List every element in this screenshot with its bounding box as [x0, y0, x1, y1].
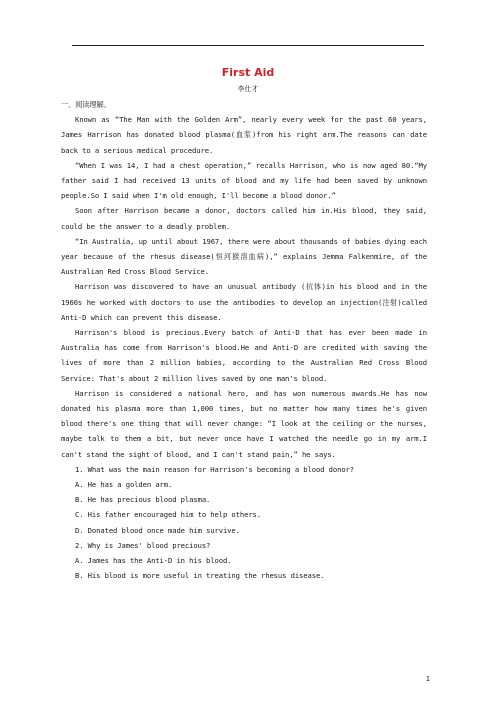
question-2: 2. Why is James' blood precious?	[75, 540, 211, 550]
answer-option: C. His father encouraged him to help others.	[75, 510, 261, 520]
paragraph: Soon after Harrison became a donor, doctors called him in.His blood, they said, could be the answer to a deadly problem.	[61, 206, 427, 231]
paragraph: Harrison's blood is precious.Every batch of Anti-D that has ever been made in Australia has come from Harrison's blood.He and Anti-D are credited with saving the lives of more than 2 million babies, according to the Australian Red Cross Blood Service: That's about 2 million lives saved by one man's blood.	[61, 328, 427, 383]
answer-option: A. James has the Anti-D in his blood.	[75, 556, 232, 566]
document-body	[61, 97, 427, 584]
section-heading: 一、阅读理解。	[61, 100, 111, 109]
answer-option: B. He has precious blood plasma.	[75, 495, 211, 505]
paragraph: “When I was 14, I had a chest operation,” recalls Harrison, who is now aged 80.“My father said I had received 13 units of blood and my life had been saved by unknown people.So I said when I'm old enough, I'll become a blood donor.”	[61, 160, 427, 201]
header-rule	[72, 45, 424, 46]
paragraph: “In Australia, up until about 1967, there were about thousands of babies dying each year because of the rhesus disease(恒河猴溶血病),” explains Jemma Falkenmire, of the Australian Red Cross Blood Service.	[61, 236, 427, 277]
document-title: First Aid	[221, 66, 275, 79]
answer-option: D. Donated blood once made him survive.	[75, 525, 240, 535]
author-name: 李仕才	[237, 85, 259, 93]
answer-option: A. He has a golden arm.	[75, 480, 173, 490]
answer-option: B. His blood is more useful in treating the rhesus disease.	[75, 571, 325, 581]
paragraph: Harrison is considered a national hero, and has won numerous awards.He has now donated his plasma more than 1,000 times, but no matter how many times he's given blood there's one thing that will never change: “I look at the ceiling or the nurses, maybe talk to them a bit, but never once have I watched the needle go in my arm.I can't stand the sight of blood, and I can't stand pain,” he says.	[61, 388, 427, 459]
paragraph: Harrison was discovered to have an unusual antibody (抗体)in his blood and in the 1960s he worked with doctors to use the antibodies to develop an injection(注射)called Anti-D which can prevent this disease.	[61, 282, 427, 322]
page-number: 1	[425, 675, 430, 683]
paragraph: Known as “The Man with the Golden Arm”, nearly every week for the past 60 years, James Harrison has donated blood plasma(血浆)from his right arm.The reasons can date back to a serious medical procedure.	[61, 115, 427, 155]
question-1: 1. What was the main reason for Harrison's becoming a blood donor?	[75, 464, 354, 474]
